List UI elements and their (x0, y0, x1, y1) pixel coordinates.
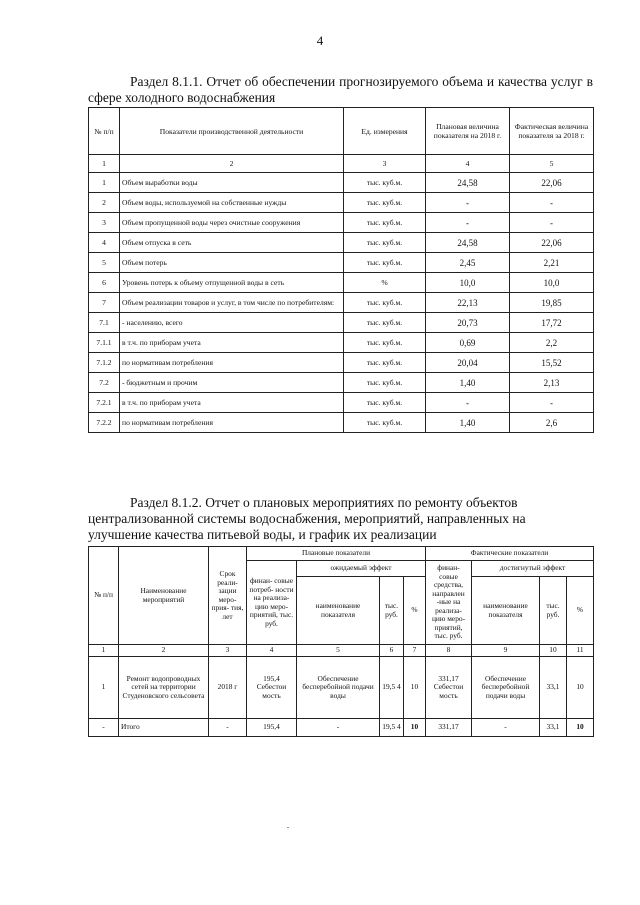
row-indicator: Объем воды, используемой на собственные нужды (120, 193, 344, 213)
table-row (89, 233, 594, 253)
total-fact-finance: 331,17 (426, 719, 472, 737)
row-planned-value: 1,40 (426, 373, 510, 393)
row-indicator: по нормативам потребления (120, 413, 344, 433)
header-indicator-name: наименование показателя (297, 577, 380, 645)
row-planned-value: 2,45 (426, 253, 510, 273)
row-fact-rub: 33,1 (540, 657, 567, 719)
row-num: 7.1.2 (89, 353, 120, 373)
row-num: 7.1.1 (89, 333, 120, 353)
row-planned-value: 20,04 (426, 353, 510, 373)
row-num: 3 (89, 213, 120, 233)
row-actual-value: - (510, 213, 594, 233)
water-supply-indicators-table (88, 107, 594, 433)
header-expected-effect: ожидаемый эффект (297, 561, 426, 577)
table-row (89, 173, 594, 193)
row-planned-value: 24,58 (426, 233, 510, 253)
column-number: 8 (426, 645, 472, 657)
row-plan-pct: 10 (404, 657, 426, 719)
column-number: 2 (120, 155, 344, 173)
row-unit: тыс. куб.м. (344, 253, 426, 273)
row-unit: тыс. куб.м. (344, 373, 426, 393)
total-plan-effect: - (297, 719, 380, 737)
total-term: - (209, 719, 247, 737)
header-name: Наименование мероприятий (119, 547, 209, 645)
header-fact-finance: финан- совые средства, направлен -ные на реализа- цию меро- приятий, тыс. руб. (426, 561, 472, 645)
row-num: 7.2.1 (89, 393, 120, 413)
header-rub: тыс. руб. (540, 577, 567, 645)
column-number: 7 (404, 645, 426, 657)
table-row (89, 333, 594, 353)
table-row (89, 373, 594, 393)
row-unit: тыс. куб.м. (344, 233, 426, 253)
total-fact-rub: 33,1 (540, 719, 567, 737)
row-num: 7 (89, 293, 120, 313)
column-number: 9 (472, 645, 540, 657)
header-num: № п/п (89, 108, 120, 155)
header-planned: Плановая величина показателя на 2018 г. (426, 108, 510, 155)
table-row (89, 313, 594, 333)
column-number: 1 (89, 155, 120, 173)
header-pct: % (567, 577, 594, 645)
total-num: - (89, 719, 119, 737)
row-planned-value: 0,69 (426, 333, 510, 353)
row-unit: тыс. куб.м. (344, 293, 426, 313)
row-plan-rub: 19,5 4 (380, 657, 404, 719)
row-actual-value: 2,13 (510, 373, 594, 393)
row-planned-value: - (426, 213, 510, 233)
column-number-row (89, 645, 594, 657)
table-row (89, 657, 594, 719)
total-fact-pct: 10 (567, 719, 594, 737)
row-plan-finance: 195,4 Себестои мость (247, 657, 297, 719)
column-number: 2 (119, 645, 209, 657)
row-indicator: в т.ч. по приборам учета (120, 393, 344, 413)
total-plan-finance: 195,4 (247, 719, 297, 737)
row-actual-value: 2,2 (510, 333, 594, 353)
row-num: 1 (89, 657, 119, 719)
column-number: 5 (510, 155, 594, 173)
table-row (89, 353, 594, 373)
column-number: 4 (247, 645, 297, 657)
row-actual-value: 2,6 (510, 413, 594, 433)
table-row (89, 413, 594, 433)
row-unit: тыс. куб.м. (344, 393, 426, 413)
row-planned-value: 24,58 (426, 173, 510, 193)
row-unit: тыс. куб.м. (344, 333, 426, 353)
header-indicator-name: наименование показателя (472, 577, 540, 645)
row-num: 7.2 (89, 373, 120, 393)
header-plan-finance: финан- совые потреб- ности на реализа- цию меро- приятий, тыс. руб. (247, 561, 297, 645)
section-2-title-line: централизованной системы водоснабжения, мероприятий, направленных на (88, 511, 526, 526)
total-row (89, 719, 594, 737)
table-header-row (89, 547, 594, 561)
scan-speck (287, 827, 289, 828)
row-unit: тыс. куб.м. (344, 213, 426, 233)
row-unit: тыс. куб.м. (344, 313, 426, 333)
row-plan-effect: Обеспечение бесперебойной подачи воды (297, 657, 380, 719)
page-number: 4 (316, 33, 324, 48)
row-indicator: Объем пропущенной воды через очистные сооружения (120, 213, 344, 233)
header-actual: Фактические показатели (426, 547, 594, 561)
row-actual-value: 17,72 (510, 313, 594, 333)
row-planned-value: 10,0 (426, 273, 510, 293)
row-indicator: Объем отпуска в сеть (120, 233, 344, 253)
row-indicator: в т.ч. по приборам учета (120, 333, 344, 353)
row-name: Ремонт водопроводных сетей на территории Студеновского сельсовета (119, 657, 209, 719)
row-planned-value: 20,73 (426, 313, 510, 333)
column-number: 3 (209, 645, 247, 657)
table-row (89, 253, 594, 273)
header-planned: Плановые показатели (247, 547, 426, 561)
column-number: 6 (380, 645, 404, 657)
table-row (89, 193, 594, 213)
row-num: 7.1 (89, 313, 120, 333)
row-num: 7.2.2 (89, 413, 120, 433)
table-row (89, 393, 594, 413)
header-achieved-effect: достигнутый эффект (472, 561, 594, 577)
row-unit: тыс. куб.м. (344, 193, 426, 213)
row-num: 5 (89, 253, 120, 273)
row-num: 4 (89, 233, 120, 253)
row-actual-value: 10,0 (510, 273, 594, 293)
row-planned-value: - (426, 393, 510, 413)
total-label: Итого (119, 719, 209, 737)
row-unit: тыс. куб.м. (344, 413, 426, 433)
row-indicator: - бюджетным и прочим (120, 373, 344, 393)
row-indicator: Объем потерь (120, 253, 344, 273)
column-number: 10 (540, 645, 567, 657)
row-actual-value: 22,06 (510, 173, 594, 193)
header-indicator: Показатели производственной деятельности (120, 108, 344, 155)
row-actual-value: 22,06 (510, 233, 594, 253)
row-actual-value: 19,85 (510, 293, 594, 313)
row-actual-value: - (510, 393, 594, 413)
row-fact-effect: Обеспечение бесперебойной подачи воды (472, 657, 540, 719)
header-num: № п/п (89, 547, 119, 645)
total-fact-effect: - (472, 719, 540, 737)
row-planned-value: - (426, 193, 510, 213)
row-unit: тыс. куб.м. (344, 173, 426, 193)
row-term: 2018 г (209, 657, 247, 719)
header-pct: % (404, 577, 426, 645)
row-actual-value: 15,52 (510, 353, 594, 373)
table-header-row (89, 108, 594, 155)
column-number: 1 (89, 645, 119, 657)
row-fact-pct: 10 (567, 657, 594, 719)
table-row (89, 293, 594, 313)
column-number-row (89, 155, 594, 173)
repair-measures-table (88, 546, 594, 737)
row-indicator: Уровень потерь к объему отпущенной воды в сеть (120, 273, 344, 293)
column-number: 4 (426, 155, 510, 173)
table-row (89, 273, 594, 293)
row-num: 1 (89, 173, 120, 193)
row-planned-value: 1,40 (426, 413, 510, 433)
row-indicator: по нормативам потребления (120, 353, 344, 373)
section-1-title: Раздел 8.1.1. Отчет об обеспечении прогнозируемого объема и качества услуг в сфере холодного водоснабжения (88, 74, 593, 105)
row-unit: % (344, 273, 426, 293)
section-2-title (88, 495, 593, 543)
row-num: 2 (89, 193, 120, 213)
header-actual: Фактическая величина показателя за 2018 г. (510, 108, 594, 155)
row-actual-value: - (510, 193, 594, 213)
row-indicator: - населению, всего (120, 313, 344, 333)
section-2-title-line: улучшение качества питьевой воды, и график их реализации (88, 527, 437, 542)
column-number: 11 (567, 645, 594, 657)
total-plan-pct: 10 (404, 719, 426, 737)
row-fact-finance: 331,17 Себестои мость (426, 657, 472, 719)
total-plan-rub: 19,5 4 (380, 719, 404, 737)
row-actual-value: 2,21 (510, 253, 594, 273)
column-number: 5 (297, 645, 380, 657)
header-rub: тыс. руб. (380, 577, 404, 645)
row-indicator: Объем реализации товаров и услуг, в том числе по потребителям: (120, 293, 344, 313)
section-2-title-line: Раздел 8.1.2. Отчет о плановых мероприятиях по ремонту объектов (130, 495, 518, 510)
row-num: 6 (89, 273, 120, 293)
column-number: 3 (344, 155, 426, 173)
table-row (89, 213, 594, 233)
row-indicator: Объем выработки воды (120, 173, 344, 193)
header-term: Срок реали- зации меро- прия- тия, лет (209, 547, 247, 645)
row-unit: тыс. куб.м. (344, 353, 426, 373)
header-unit: Ед. измерения (344, 108, 426, 155)
row-planned-value: 22,13 (426, 293, 510, 313)
